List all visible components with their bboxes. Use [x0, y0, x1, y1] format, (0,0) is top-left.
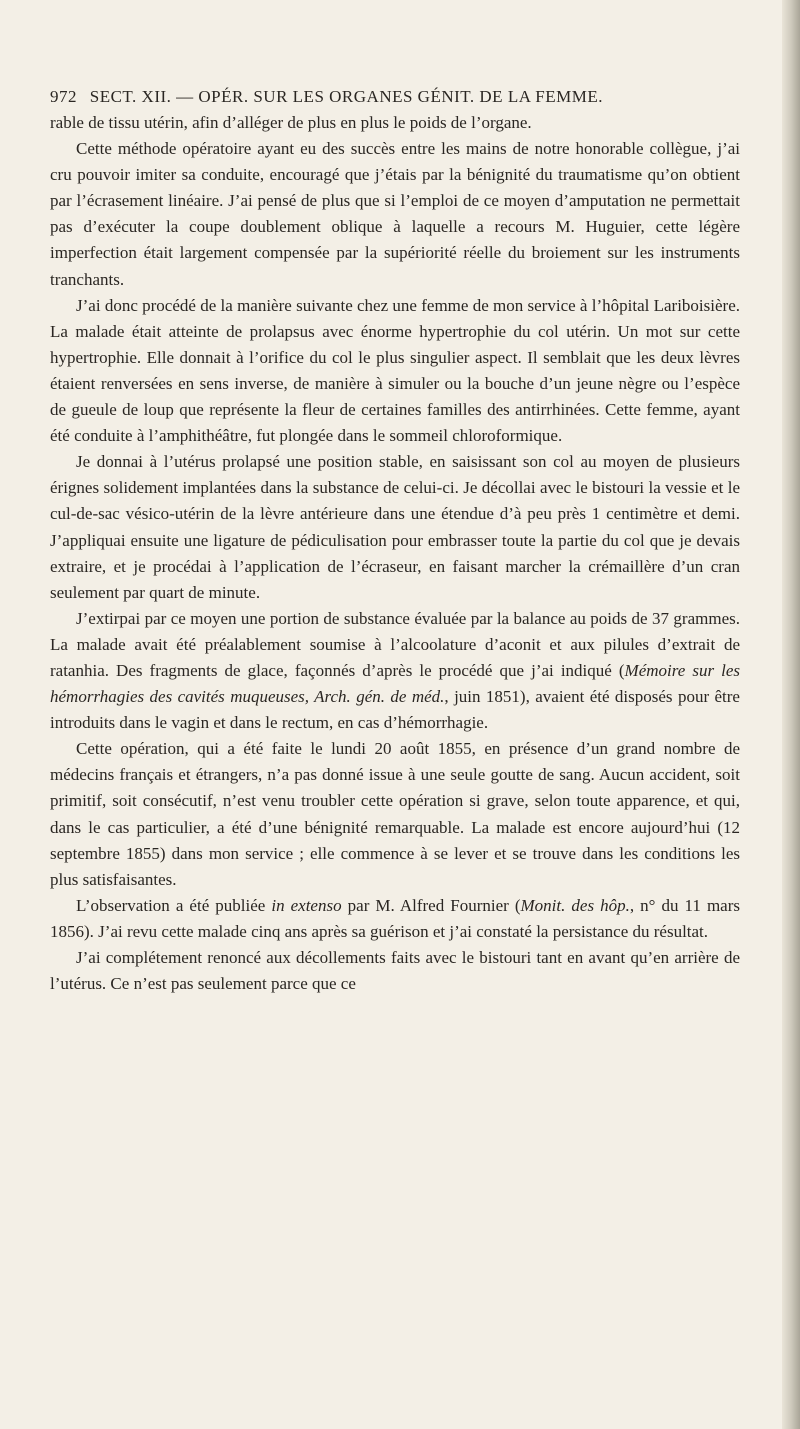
paragraph-8: J’ai complétement renoncé aux décollements faits avec le bistouri tant en avant qu’en arrière de l’utérus. Ce n’est pas seulement parce que ce [50, 948, 740, 994]
running-header [50, 84, 740, 110]
paragraph-1: rable de tissu utérin, afin d’alléger de plus en plus le poids de l’organe. [50, 113, 532, 132]
paragraph-4: Je donnai à l’utérus prolapsé une position stable, en saisissant son col au moyen de plusieurs érignes solidement implantées dans la substance de celui-ci. Je décollai avec le bistouri la vessie et le cul-de-sac vésico-utérin de la lèvre antérieure dans une étendue d’à peu près 1 centimètre et demi. J’appliquai ensuite une ligature de pédiculisation pour embrasser toute la partie du col que je devais extraire, et je procédai à l’application de l’écraseur, en faisant marcher la crémaillère d’un cran seulement par quart de minute. [50, 452, 740, 602]
paragraph-5 [50, 606, 740, 736]
paragraph-2: Cette méthode opératoire ayant eu des succès entre les mains de notre honorable collègue, j’ai cru pouvoir imiter sa conduite, encouragé que j’étais par la bénignité du traumatisme qu’on obtient par l’écrasement linéaire. J’ai pensé de plus que si l’emploi de ce moyen d’amputation ne permettait pas d’exécuter la coupe doublement oblique à laquelle a recours M. Huguier, cette légère imperfection était largement compensée par la supériorité réelle du broiement sur les instruments tranchants. [50, 139, 740, 289]
book-spine-edge [782, 0, 800, 1429]
paragraph-6: Cette opération, qui a été faite le lundi 20 août 1855, en présence d’un grand nombre de médecins français et étrangers, n’a pas donné issue à une seule goutte de sang. Aucun accident, soit primitif, soit consécutif, n’est venu troubler cette opération si grave, selon toute apparence, et qui, dans le cas particulier, a été d’une bénignité remarquable. La malade est encore aujourd’hui (12 septembre 1855) dans mon service ; elle commence à se lever et se trouve dans les conditions les plus satisfaisantes. [50, 739, 740, 889]
paragraph-7 [50, 893, 740, 945]
paragraph-5-text: J’extirpai par ce moyen une portion de substance évaluée par la balance au poids de 37 grammes. La malade avait été préalablement soumise à l’alcoolature d’aconit et aux pilules d’extrait de ratanhia. Des fragments de glace, façonnés d’après le procédé que j’ai indiqué ( [50, 608, 740, 680]
document-page [50, 84, 740, 997]
paragraph-7-mid: par M. Alfred Fournier ( [341, 895, 521, 915]
paragraph-7-tail: , n° du 11 mars 1856). J’ai revu cette malade cinq ans après sa guérison et j’ai constaté la persistance du résultat. [50, 895, 740, 941]
page-number: 972 [50, 87, 77, 106]
italic-in-extenso: in extenso [271, 895, 342, 915]
citation-memoire: Mémoire sur les hémorrhagies des cavités muqueuses, Arch. gén. de méd. [50, 660, 741, 707]
paragraph-3: J’ai donc procédé de la manière suivante chez une femme de mon service à l’hôpital Lariboisière. La malade était atteinte de prolapsus avec énorme hypertrophie du col utérin. Un mot sur cette hypertrophie. Elle donnait à l’orifice du col le plus singulier aspect. Il semblait que les deux lèvres étaient renversées en sens inverse, de manière à simuler ou la bouche d’un jeune nègre ou l’espèce de gueule de loup que représente la fleur de certaines familles des antirrhinées. Cette femme, ayant été conduite à l’amphithéâtre, fut plongée dans le sommeil chloroformique. [50, 295, 740, 446]
running-title: SECT. XII. — OPÉR. SUR LES ORGANES GÉNIT. DE LA FEMME. [89, 87, 603, 106]
paragraph-7-text: L’observation a été publiée [76, 895, 272, 915]
citation-monit: Monit. des hôp. [520, 895, 630, 915]
paragraph-5-tail: , juin 1851), avaient été disposés pour être introduits dans le vagin et dans le rectum, en cas d’hémorrhagie. [50, 687, 740, 733]
body-text [50, 110, 740, 997]
